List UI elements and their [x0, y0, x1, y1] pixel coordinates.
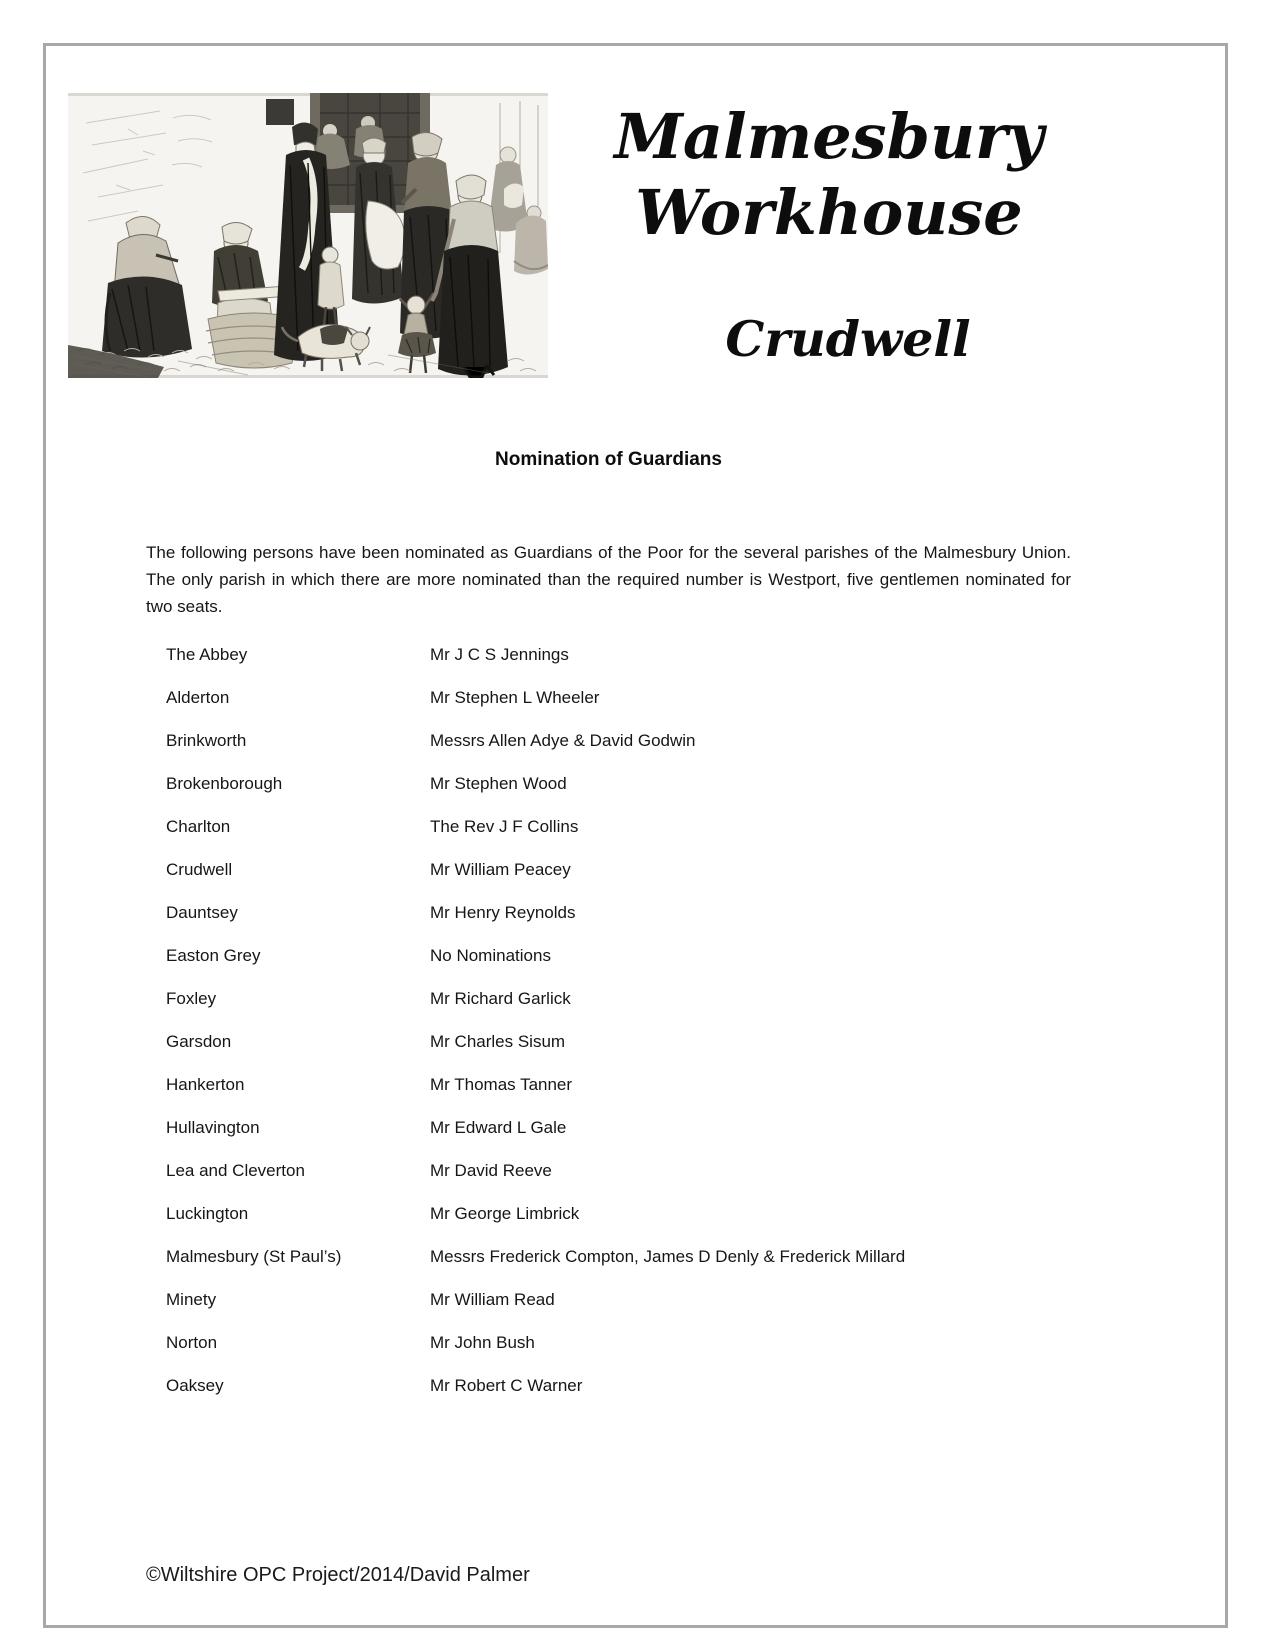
parish-name: Hullavington	[166, 1118, 260, 1137]
nomination-row	[146, 1203, 1071, 1246]
title-line-1: Malmesbury	[614, 100, 1044, 173]
page-title	[548, 99, 1110, 251]
nomination-row	[146, 730, 1071, 773]
title-block	[548, 93, 1225, 378]
window	[266, 99, 294, 125]
parish-name: The Abbey	[166, 645, 248, 664]
parish-name: Brokenborough	[166, 774, 283, 793]
guardian-name: Mr Charles Sisum	[430, 1032, 566, 1051]
intro-paragraph: The following persons have been nominated as Guardians of the Poor for the several parishes of the Malmesbury Union. The only parish in which there are more nominated than the required number is Westport, five gentlemen nominated for two seats.	[146, 543, 1071, 616]
page-subtitle: Crudwell	[725, 310, 971, 368]
nomination-row	[146, 945, 1071, 988]
guardian-name: Messrs Frederick Compton, James D Denly & Frederick Millard	[430, 1247, 906, 1266]
nomination-row	[146, 816, 1071, 859]
guardian-name: Mr Thomas Tanner	[430, 1075, 573, 1094]
parish-name: Brinkworth	[166, 731, 247, 750]
footer-copyright: ©Wiltshire OPC Project/2014/David Palmer	[146, 1564, 530, 1586]
guardian-name: Mr Stephen Wood	[430, 774, 567, 793]
nomination-row	[146, 1332, 1071, 1375]
parish-name: Malmesbury (St Paul’s)	[166, 1247, 342, 1266]
nomination-row	[146, 1246, 1071, 1289]
parish-name: Easton Grey	[166, 946, 261, 965]
parish-name: Dauntsey	[166, 903, 238, 922]
parish-name: Hankerton	[166, 1075, 245, 1094]
guardian-name: Mr Edward L Gale	[430, 1118, 567, 1137]
nomination-row	[146, 1375, 1071, 1418]
parish-name: Foxley	[166, 989, 217, 1008]
nomination-row	[146, 1031, 1071, 1074]
parish-name: Alderton	[166, 688, 230, 707]
guardian-name: No Nominations	[430, 946, 551, 965]
guardian-name: Messrs Allen Adye & David Godwin	[430, 731, 696, 750]
nomination-row	[146, 687, 1071, 730]
parish-name: Lea and Cleverton	[166, 1161, 305, 1180]
parish-name: Crudwell	[166, 860, 233, 879]
guardian-name: Mr William Peacey	[430, 860, 571, 879]
guardian-name: Mr William Read	[430, 1290, 555, 1309]
guardian-name: Mr Henry Reynolds	[430, 903, 576, 922]
parish-name: Minety	[166, 1290, 217, 1309]
guardian-name: Mr Robert C Warner	[430, 1376, 583, 1395]
parish-name: Charlton	[166, 817, 231, 836]
title-line-2: Workhouse	[635, 176, 1023, 249]
nomination-row	[146, 988, 1071, 1031]
guardian-name: Mr George Limbrick	[430, 1204, 580, 1223]
guardian-name: The Rev J F Collins	[430, 817, 579, 836]
workhouse-engraving-image	[68, 93, 548, 378]
parish-name: Norton	[166, 1333, 218, 1352]
page-content	[146, 449, 1071, 1418]
parish-name: Garsdon	[166, 1032, 232, 1051]
nominations-list	[146, 644, 1071, 1418]
nomination-row	[146, 773, 1071, 816]
parish-name: Luckington	[166, 1204, 249, 1223]
section-heading: Nomination of Guardians	[495, 449, 722, 470]
guardian-name: Mr Richard Garlick	[430, 989, 571, 1008]
guardian-name: Mr Stephen L Wheeler	[430, 688, 600, 707]
nomination-row	[146, 1074, 1071, 1117]
nomination-row	[146, 1160, 1071, 1203]
nomination-row	[146, 1117, 1071, 1160]
nomination-row	[146, 1289, 1071, 1332]
document-page	[43, 43, 1228, 1628]
nomination-row	[146, 644, 1071, 687]
guardian-name: Mr David Reeve	[430, 1161, 552, 1180]
parish-name: Oaksey	[166, 1376, 224, 1395]
guardian-name: Mr John Bush	[430, 1333, 535, 1352]
page-header	[46, 46, 1225, 378]
nomination-row	[146, 902, 1071, 945]
guardian-name: Mr J C S Jennings	[430, 645, 569, 664]
nomination-row	[146, 859, 1071, 902]
